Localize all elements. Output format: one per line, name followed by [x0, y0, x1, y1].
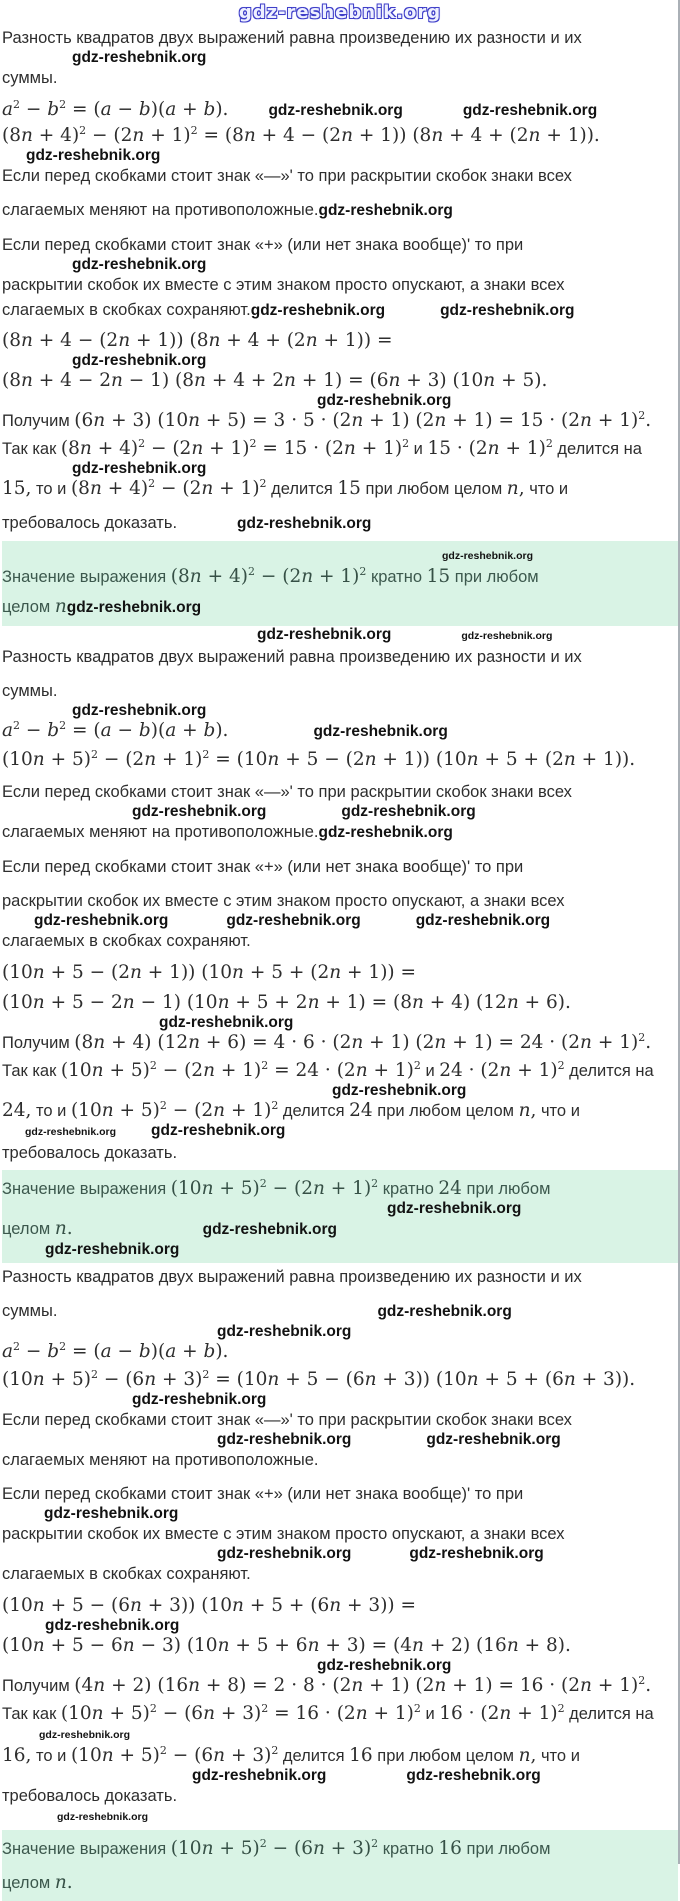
watermark: gdz-reshebnik.org [72, 49, 207, 66]
math-line [2, 1060, 678, 1082]
math-line [2, 410, 678, 432]
watermark-small: gdz-reshebnik.org [442, 550, 534, 562]
text-run: раскрытии скобок их вместе с этим знаком просто опускают, а знаки всех [2, 892, 565, 910]
watermark: gdz-reshebnik.org [217, 1545, 352, 1562]
math-run: 16 [438, 1838, 462, 1859]
spacer [2, 159, 26, 160]
watermark-line [2, 149, 678, 162]
watermark: gdz-reshebnik.org [217, 1323, 352, 1340]
math-run: n, [518, 1100, 537, 1121]
text-line [2, 199, 678, 222]
text-run: при любом целом [372, 1102, 519, 1120]
text-run: при любом [461, 1180, 551, 1198]
math-line [2, 370, 678, 392]
spacer [228, 735, 313, 736]
text-run: то и [31, 1102, 71, 1120]
text-line [2, 1563, 678, 1585]
text-run: слагаемых в скобках сохраняют. [2, 301, 251, 319]
spacer [2, 404, 317, 405]
watermark-line [2, 548, 678, 563]
watermark: gdz-reshebnik.org [45, 1241, 180, 1258]
watermark-line [2, 1084, 678, 1097]
watermark: gdz-reshebnik.org [159, 1014, 294, 1031]
spacer [2, 1094, 332, 1095]
highlight-box [2, 1830, 678, 1901]
watermark: gdz-reshebnik.org [202, 1221, 337, 1238]
math-run: (10n + 5 − 6n − 3) (10n + 5 + 6n + 3) = (4n + 2) (16n + 8). [2, 1635, 571, 1656]
math-run: 24 [438, 1178, 462, 1199]
text-run: слагаемых меняют на противоположные. [2, 823, 319, 841]
watermark: gdz-reshebnik.org [192, 1767, 327, 1784]
text-line [2, 1483, 678, 1505]
watermark: gdz-reshebnik.org [226, 912, 361, 929]
text-line [2, 1409, 678, 1431]
math-line [2, 1635, 678, 1657]
text-run: Получим [2, 412, 75, 430]
spacer [2, 1669, 317, 1670]
math-run: 15, [2, 478, 32, 499]
text-run: то и [31, 480, 71, 498]
text-run: кратно [378, 1180, 439, 1198]
text-line [2, 27, 678, 49]
watermark: gdz-reshebnik.org [237, 515, 372, 532]
math-run: $(10n + 5)^2 - (2n + 1)^2$ [170, 1177, 379, 1199]
text-run: Так как [2, 1705, 61, 1723]
spacer [2, 815, 132, 816]
watermark: gdz-reshebnik.org [406, 1767, 541, 1784]
spacer [266, 815, 341, 816]
spacer [351, 1557, 409, 1558]
watermark-line [2, 704, 678, 717]
watermark-line [2, 1243, 678, 1256]
spacer [403, 114, 463, 115]
spacer [361, 924, 416, 925]
text-run: Если перед скобками стоит знак «—»' то при раскрытии скобок знаки всех [2, 1411, 572, 1429]
watermark-line [2, 914, 678, 927]
text-run: Значение выражения [2, 568, 171, 586]
watermark-line [2, 1202, 678, 1215]
watermark-line [2, 1769, 678, 1782]
watermark: gdz-reshebnik.org [45, 1617, 180, 1634]
watermark: gdz-reshebnik.org [72, 702, 207, 719]
watermark-line [2, 1507, 678, 1520]
text-run: при любом целом [360, 480, 507, 498]
watermark-line [2, 1124, 678, 1139]
math-run: 24, [2, 1100, 32, 1121]
math-run: n, [506, 478, 525, 499]
text-run: Разность квадратов двух выражений равна произведению их разности и их [2, 648, 582, 666]
watermark-line [2, 1547, 678, 1560]
math-run: (10n + 5 − 2n − 1) (10n + 5 + 2n + 1) = (8n + 4) (12n + 6). [2, 992, 571, 1013]
text-run: Если перед скобками стоит знак «+» (или нет знака вообще)' то при [2, 236, 524, 254]
text-run: суммы. [2, 1302, 58, 1320]
math-line [2, 566, 678, 588]
math-run: $(10n + 5)^2 - (6n + 3)^2 = 16 \cdot (2n + 1)^2$ [60, 1702, 421, 1724]
text-run: делится на [564, 1062, 654, 1080]
text-run: слагаемых в скобках сохраняют. [2, 932, 251, 950]
text-run: при любом [461, 1840, 551, 1858]
math-line [2, 720, 678, 743]
text-run: Разность квадратов двух выражений равна произведению их разности и их [2, 29, 582, 47]
math-run: $a^2 - b^2 = (a - b)(a + b)$. [2, 719, 229, 741]
spacer [2, 1629, 45, 1630]
text-run: целом [2, 1874, 55, 1892]
spacer [2, 714, 72, 715]
text-run: слагаемых в скобках сохраняют. [2, 1565, 251, 1583]
watermark: gdz-reshebnik.org [409, 1545, 544, 1562]
math-run: $(8n + 4)^2 - (2n + 1)^2$ [170, 565, 367, 587]
text-run: Если перед скобками стоит знак «+» (или нет знака вообще)' то при [2, 1485, 524, 1503]
math-line [2, 1369, 678, 1391]
text-run: целом [2, 598, 55, 616]
spacer [2, 1026, 159, 1027]
math-run: $24 \cdot (2n + 1)^2$ [439, 1059, 565, 1081]
math-line [2, 438, 678, 460]
site-watermark-header: gdz-reshebnik.org [238, 2, 442, 23]
solution-document [2, 27, 678, 1901]
text-run: Значение выражения [2, 1180, 171, 1198]
text-run: делится [278, 1102, 350, 1120]
watermark-line [2, 394, 678, 407]
text-run: делится на [552, 440, 642, 458]
text-run: раскрытии скобок их вместе с этим знаком просто опускают, а знаки всех [2, 1525, 565, 1543]
math-line [2, 1703, 678, 1725]
text-line [2, 1266, 678, 1288]
text-line [2, 1523, 678, 1545]
math-line [2, 1100, 678, 1122]
watermark-small: gdz-reshebnik.org [25, 1126, 117, 1138]
math-line [2, 596, 678, 619]
text-line [2, 781, 678, 803]
watermark-line [2, 51, 678, 64]
math-line [2, 99, 678, 122]
text-run: требовалось доказать. [2, 1144, 178, 1162]
spacer [116, 1134, 151, 1135]
text-line [2, 299, 678, 322]
watermark: gdz-reshebnik.org [250, 302, 386, 319]
math-run: $(10n + 5)^2 - (2n + 1)^2$ [70, 1099, 279, 1121]
text-line [2, 1449, 678, 1471]
watermark: gdz-reshebnik.org [377, 1303, 512, 1320]
math-run: (6n + 3) (10n + 5) = 3 · 5 · (2n + 1) $(2n + 1) = 15 \cdot (2n + 1)^2$. [74, 409, 652, 431]
text-run: Получим [2, 1034, 75, 1052]
text-run: что и [536, 1747, 580, 1765]
math-line [2, 1032, 678, 1054]
text-run: и [420, 1062, 440, 1080]
spacer [57, 1315, 377, 1316]
math-run: $(8n + 4)^2 - (2n + 1)^2 = 15 \cdot (2n + 1)^2$ [60, 437, 410, 459]
spacer [2, 1335, 217, 1336]
watermark: gdz-reshebnik.org [318, 202, 453, 219]
watermark: gdz-reshebnik.org [318, 824, 453, 841]
spacer [2, 1134, 25, 1135]
spacer [177, 527, 237, 528]
math-line [2, 1178, 678, 1200]
text-run: при любом [450, 568, 539, 586]
watermark: gdz-reshebnik.org [217, 1431, 352, 1448]
spacer [2, 1737, 39, 1738]
math-run: (8n + 4 − (2n + 1)) (8n + 4 + (2n + 1)) = [2, 330, 393, 351]
text-line [2, 821, 678, 844]
text-run: Получим [2, 1677, 75, 1695]
watermark: gdz-reshebnik.org [313, 723, 448, 740]
math-line [2, 1872, 678, 1894]
watermark-line [2, 1659, 678, 1672]
math-run: 15 [337, 478, 361, 499]
math-run: n. [54, 1218, 73, 1239]
watermark: gdz-reshebnik.org [317, 392, 452, 409]
math-run: $15 \cdot (2n + 1)^2$ [427, 437, 553, 459]
text-run: Если перед скобками стоит знак «+» (или нет знака вообще)' то при [2, 858, 524, 876]
watermark-small: gdz-reshebnik.org [461, 630, 553, 642]
text-line [2, 680, 678, 702]
text-line [2, 512, 678, 535]
math-line [2, 1341, 678, 1363]
watermark: gdz-reshebnik.org [72, 256, 207, 273]
spacer [2, 1443, 217, 1444]
text-run: раскрытии скобок их вместе с этим знаком просто опускают, а знаки всех [2, 276, 565, 294]
math-run: n [54, 596, 67, 617]
watermark-line [2, 1325, 678, 1338]
text-run: делится [278, 1747, 350, 1765]
math-run: $(8n + 4)^2 - (2n + 1)^2 = (8n + 4 - (2n + 1))$ (8n + 4 + (2n + 1)). [2, 124, 600, 146]
math-line [2, 1745, 678, 1767]
math-line [2, 1595, 678, 1617]
math-run: (10n + 5 − (2n + 1)) (10n + 5 + (2n + 1)) = [2, 962, 417, 983]
spacer [2, 1403, 132, 1404]
math-run: (8n + 4) (12n + 6) = 4 · 6 · (2n + 1) $(2n + 1) = 24 \cdot (2n + 1)^2$. [74, 1031, 652, 1053]
spacer [228, 114, 268, 115]
watermark: gdz-reshebnik.org [132, 1391, 267, 1408]
text-line [2, 234, 678, 256]
text-run: Значение выражения [2, 1840, 171, 1858]
watermark: gdz-reshebnik.org [426, 1431, 561, 1448]
text-run: кратно [366, 568, 427, 586]
watermark-line [2, 1433, 678, 1446]
text-line [2, 856, 678, 878]
text-run: и [420, 1705, 440, 1723]
math-run: $(10n + 5)^2 - (6n + 3)^2$ [70, 1744, 279, 1766]
watermark: gdz-reshebnik.org [257, 626, 392, 643]
math-line [2, 1218, 678, 1241]
text-run: Так как [2, 1062, 61, 1080]
watermark-line [2, 1393, 678, 1406]
spacer [2, 472, 72, 473]
math-run: $16 \cdot (2n + 1)^2$ [439, 1702, 565, 1724]
watermark: gdz-reshebnik.org [440, 302, 575, 319]
spacer [168, 924, 226, 925]
watermark: gdz-reshebnik.org [72, 460, 207, 477]
math-run: $(10n + 5)^2 - (6n + 3)^2 = (10n + 5 - (6n + 3))$ (10n + 5 + (6n + 3)). [2, 1368, 636, 1390]
text-run: то и [31, 1747, 71, 1765]
watermark-line [2, 1619, 678, 1632]
math-run: 24 [349, 1100, 373, 1121]
math-run: 16 [349, 1745, 373, 1766]
text-run: Если перед скобками стоит знак «—»' то при раскрытии скобок знаки всех [2, 783, 572, 801]
watermark: gdz-reshebnik.org [151, 1122, 286, 1139]
text-run: что и [536, 1102, 580, 1120]
spacer [2, 1212, 387, 1213]
math-line [2, 992, 678, 1014]
text-run: требовалось доказать. [2, 1787, 178, 1805]
watermark: gdz-reshebnik.org [132, 803, 267, 820]
watermark-line [2, 1727, 678, 1742]
spacer [2, 1517, 44, 1518]
spacer [2, 558, 442, 559]
watermark: gdz-reshebnik.org [66, 599, 202, 616]
text-run: Разность квадратов двух выражений равна произведению их разности и их [2, 1268, 582, 1286]
text-run: суммы. [2, 682, 58, 700]
highlight-box [2, 1170, 678, 1263]
watermark-line [2, 805, 678, 818]
watermark: gdz-reshebnik.org [415, 912, 551, 929]
watermark-line [2, 354, 678, 367]
text-run: Так как [2, 440, 61, 458]
watermark: gdz-reshebnik.org [387, 1200, 522, 1217]
spacer [351, 1443, 426, 1444]
spacer [73, 1233, 203, 1234]
watermark-line [2, 258, 678, 271]
math-run: n. [54, 1872, 73, 1893]
spacer [2, 364, 72, 365]
math-run: (10n + 5 − (6n + 3)) (10n + 5 + (6n + 3)) = [2, 1595, 417, 1616]
math-run: $(10n + 5)^2 - (2n + 1)^2 = (10n + 5 - (2n + 1))$ (10n + 5 + (2n + 1)). [2, 748, 636, 770]
watermark-small: gdz-reshebnik.org [39, 1729, 131, 1741]
text-line [2, 1785, 678, 1807]
watermark-line [2, 628, 678, 643]
math-run: $a^2 - b^2 = (a - b)(a + b)$. [2, 98, 229, 120]
text-run: суммы. [2, 69, 58, 87]
spacer [2, 268, 72, 269]
spacer [326, 1779, 406, 1780]
spacer [385, 314, 440, 315]
math-line [2, 962, 678, 984]
text-run: и [409, 440, 428, 458]
spacer [2, 1557, 217, 1558]
text-run: делится на [564, 1705, 654, 1723]
math-line [2, 330, 678, 352]
spacer [2, 924, 34, 925]
spacer [2, 638, 257, 639]
watermark: gdz-reshebnik.org [332, 1082, 467, 1099]
math-line [2, 1675, 678, 1697]
text-line [2, 67, 678, 89]
text-run: Если перед скобками стоит знак «—»' то при раскрытии скобок знаки всех [2, 167, 572, 185]
math-run: 15 [426, 566, 451, 587]
spacer [2, 1819, 57, 1820]
math-run: $(10n + 5)^2 - (6n + 3)^2$ [170, 1837, 379, 1859]
math-run: n, [518, 1745, 537, 1766]
math-run: $(8n + 4)^2 - (2n + 1)^2$ [70, 477, 267, 499]
text-run: кратно [378, 1840, 439, 1858]
math-run: (4n + 2) (16n + 8) = 2 · 8 · (2n + 1) $(2n + 1) = 16 \cdot (2n + 1)^2$. [74, 1674, 652, 1696]
text-run: слагаемых меняют на противоположные. [2, 201, 319, 219]
watermark: gdz-reshebnik.org [317, 1657, 452, 1674]
watermark-line [2, 1016, 678, 1029]
spacer [2, 61, 72, 62]
text-run: требовалось доказать. [2, 514, 178, 532]
watermark: gdz-reshebnik.org [26, 147, 161, 164]
watermark-line [2, 1809, 678, 1824]
spacer [2, 1253, 45, 1254]
text-line [2, 930, 678, 952]
text-line [2, 274, 678, 296]
text-line [2, 646, 678, 668]
math-run: $(10n + 5)^2 - (2n + 1)^2 = 24 \cdot (2n + 1)^2$ [60, 1059, 421, 1081]
spacer [2, 1779, 192, 1780]
text-run: что и [524, 480, 569, 498]
watermark: gdz-reshebnik.org [34, 912, 169, 929]
math-line [2, 749, 678, 771]
watermark: gdz-reshebnik.org [44, 1505, 179, 1522]
spacer [391, 638, 461, 639]
highlight-box [2, 541, 678, 626]
text-run: слагаемых меняют на противоположные. [2, 1451, 319, 1469]
text-line [2, 890, 678, 912]
text-line [2, 1142, 678, 1164]
text-line [2, 1300, 678, 1323]
math-run: (8n + 4 − 2n − 1) (8n + 4 + 2n + 1) = (6n + 3) (10n + 5). [2, 370, 548, 391]
math-run: $a^2 - b^2 = (a - b)(a + b)$. [2, 1340, 229, 1362]
watermark: gdz-reshebnik.org [341, 803, 476, 820]
watermark: gdz-reshebnik.org [268, 102, 403, 119]
math-line [2, 125, 678, 147]
text-run: целом [2, 1220, 55, 1238]
watermark: gdz-reshebnik.org [462, 102, 598, 119]
math-line [2, 1838, 678, 1860]
watermark-line [2, 462, 678, 475]
text-run: при любом целом [372, 1747, 519, 1765]
text-run: делится [266, 480, 338, 498]
watermark: gdz-reshebnik.org [72, 352, 207, 369]
text-line [2, 165, 678, 187]
math-run: 16, [2, 1745, 32, 1766]
math-line [2, 478, 678, 500]
watermark-small: gdz-reshebnik.org [57, 1811, 149, 1823]
